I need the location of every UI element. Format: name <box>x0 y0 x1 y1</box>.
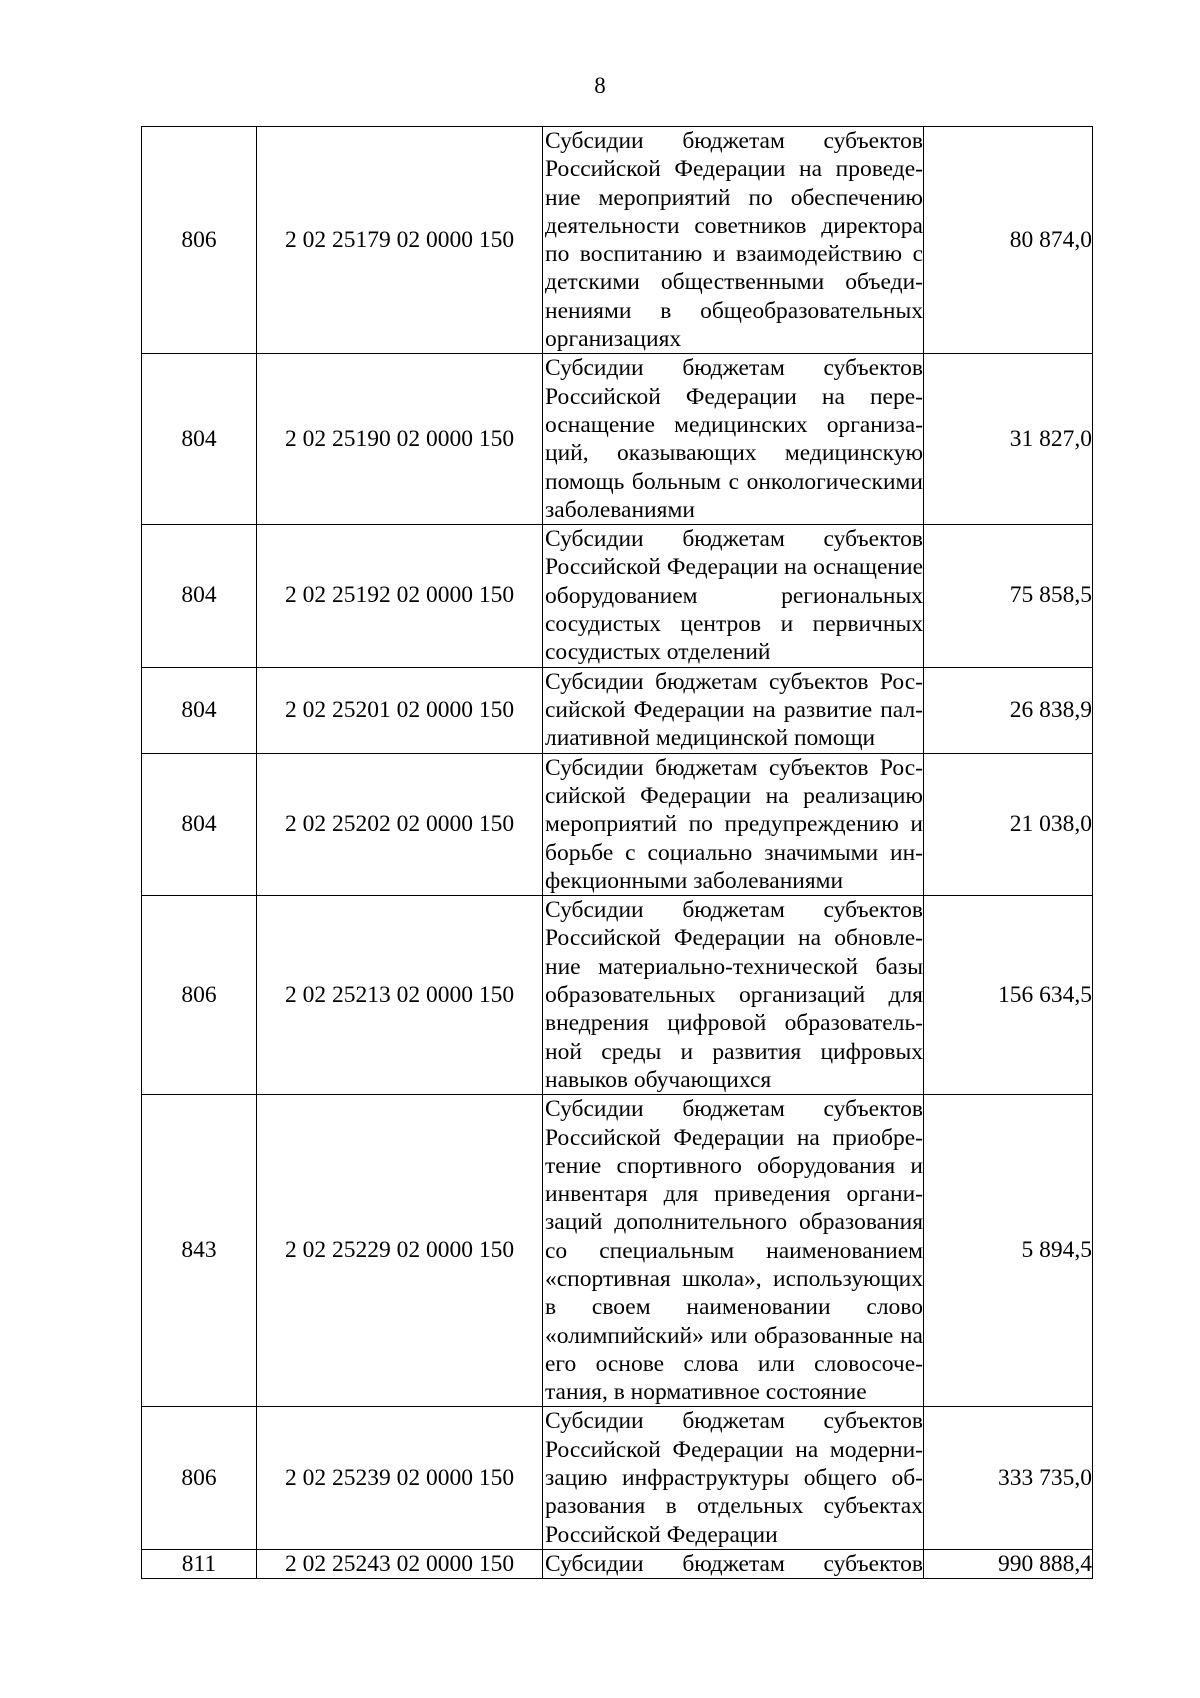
admin-code-cell: 806 <box>142 896 257 1095</box>
amount-cell: 26 838,9 <box>924 667 1093 753</box>
admin-code-cell: 804 <box>142 354 257 525</box>
admin-code-cell: 804 <box>142 753 257 895</box>
budget-revenue-table <box>141 126 1093 1579</box>
table-row <box>142 354 1093 525</box>
table-row <box>142 667 1093 753</box>
table-row <box>142 753 1093 895</box>
table-row <box>142 896 1093 1095</box>
admin-code-cell: 804 <box>142 667 257 753</box>
description-cell: Субсидии бюджетам субъектов Российской Федерации на реализацию мероприятий по предупреждению и борьбе с социально значимыми инфекционными заболеваниями <box>543 753 924 895</box>
amount-cell: 990 888,4 <box>924 1549 1093 1578</box>
admin-code-cell: 811 <box>142 1549 257 1578</box>
budget-code-cell: 2 02 25202 02 0000 150 <box>257 753 543 895</box>
table-row <box>142 1095 1093 1407</box>
budget-code-cell: 2 02 25213 02 0000 150 <box>257 896 543 1095</box>
table-row <box>142 127 1093 354</box>
amount-cell: 21 038,0 <box>924 753 1093 895</box>
amount-cell: 333 735,0 <box>924 1407 1093 1549</box>
amount-cell: 5 894,5 <box>924 1095 1093 1407</box>
description-cell: Субсидии бюджетам субъектов Российской Федерации на модернизацию инфраструктуры общего образования в отдельных субъектах Российской Федерации <box>543 1407 924 1549</box>
table-row <box>142 1549 1093 1578</box>
amount-cell: 31 827,0 <box>924 354 1093 525</box>
description-cell: Субсидии бюджетам субъектов Российской Федерации на приобретение спортивного оборудования и инвентаря для приведения организаций дополнительного образования со специальным наименованием «спортивная школа», использующих в своем наименовании слово «олимпийский» или образованные на его основе слова или словосочетания, в нормативное состояние <box>543 1095 924 1407</box>
description-cell: Субсидии бюджетам субъектов Российской Федерации на обновление материально-технической базы образовательных организаций для внедрения цифровой образовательной среды и развития цифровых навыков обучающихся <box>543 896 924 1095</box>
description-cell: Субсидии бюджетам субъектов Российской Федерации на развитие паллиативной медицинской помощи <box>543 667 924 753</box>
budget-code-cell: 2 02 25239 02 0000 150 <box>257 1407 543 1549</box>
budget-code-cell: 2 02 25192 02 0000 150 <box>257 525 543 667</box>
amount-cell: 156 634,5 <box>924 896 1093 1095</box>
description-cell: Субсидии бюджетам субъектов Российской Федерации на проведение мероприятий по обеспечению деятельности советников директора по воспитанию и взаимодействию с детскими общественными объединениями в общеобразовательных организациях <box>543 127 924 354</box>
budget-code-cell: 2 02 25229 02 0000 150 <box>257 1095 543 1407</box>
page-number: 8 <box>594 73 606 98</box>
budget-code-cell: 2 02 25201 02 0000 150 <box>257 667 543 753</box>
amount-cell: 75 858,5 <box>924 525 1093 667</box>
admin-code-cell: 843 <box>142 1095 257 1407</box>
description-cell: Субсидии бюджетам субъектов Российской Федерации на оснащение оборудованием региональных сосудистых центров и первичных сосудистых отделений <box>543 525 924 667</box>
description-cell: Субсидии бюджетам субъектов Российской Федерации на переоснащение медицинских организаций, оказывающих медицинскую помощь больным с онкологическими заболеваниями <box>543 354 924 525</box>
budget-code-cell: 2 02 25243 02 0000 150 <box>257 1549 543 1578</box>
budget-code-cell: 2 02 25179 02 0000 150 <box>257 127 543 354</box>
budget-code-cell: 2 02 25190 02 0000 150 <box>257 354 543 525</box>
table-row <box>142 525 1093 667</box>
description-cell: Субсидии бюджетам субъектов <box>543 1549 924 1578</box>
admin-code-cell: 806 <box>142 1407 257 1549</box>
admin-code-cell: 804 <box>142 525 257 667</box>
admin-code-cell: 806 <box>142 127 257 354</box>
amount-cell: 80 874,0 <box>924 127 1093 354</box>
table-row <box>142 1407 1093 1549</box>
